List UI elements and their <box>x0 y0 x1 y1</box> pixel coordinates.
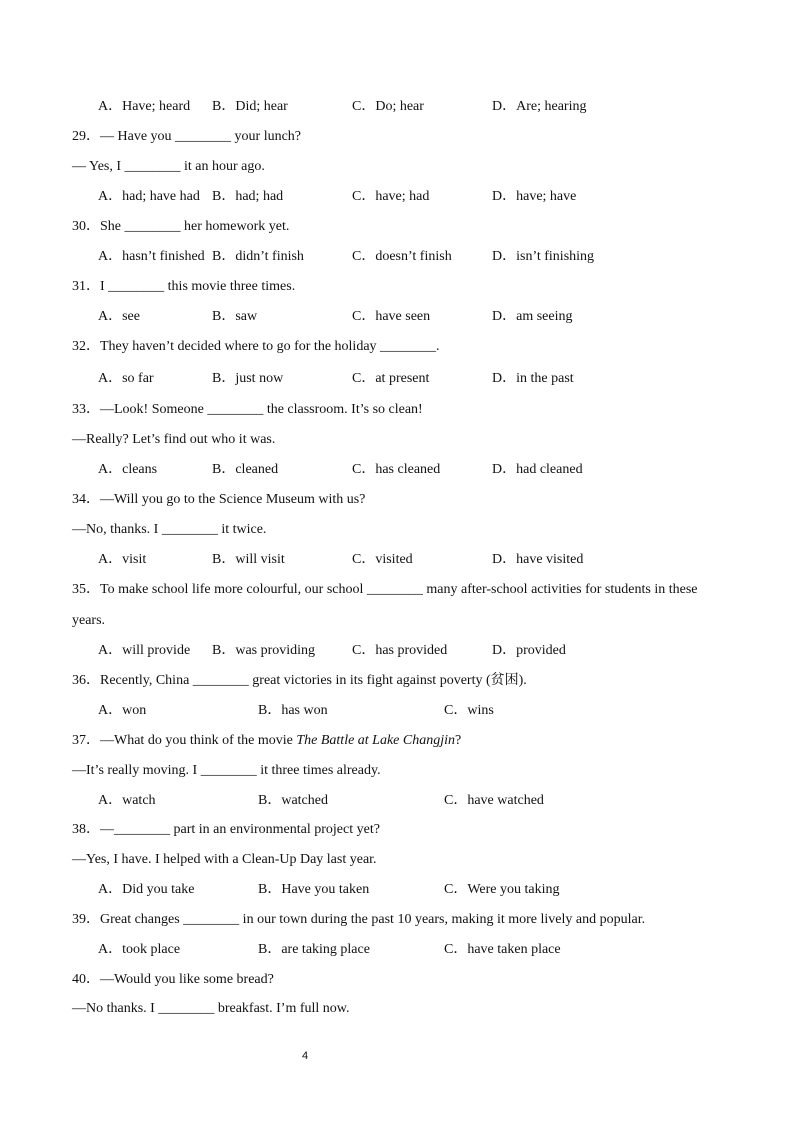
q34-option-d[interactable]: D．have visited <box>492 552 584 567</box>
q30-option-b[interactable]: B．didn’t finish <box>212 249 304 264</box>
q39-option-c[interactable]: C．have taken place <box>444 942 561 957</box>
q32-stem: 32．They haven’t decided where to go for the holiday ________. <box>72 339 440 354</box>
q40-reply: —No thanks. I ________ breakfast. I’m full now. <box>72 1001 350 1016</box>
q33-option-d[interactable]: D．had cleaned <box>492 462 583 477</box>
q32-option-a[interactable]: A．so far <box>98 371 154 386</box>
q32-option-b[interactable]: B．just now <box>212 371 284 386</box>
q38-option-a[interactable]: A．Did you take <box>98 882 195 897</box>
q32-option-c[interactable]: C．at present <box>352 371 430 386</box>
q35-stem: 35．To make school life more colourful, our school ________ many after-school activities for students in these <box>72 582 698 597</box>
q30-option-c[interactable]: C．doesn’t finish <box>352 249 452 264</box>
q34-option-c[interactable]: C．visited <box>352 552 413 567</box>
q36-option-c[interactable]: C．wins <box>444 703 494 718</box>
q29-reply: — Yes, I ________ it an hour ago. <box>72 159 265 174</box>
q34-option-b[interactable]: B．will visit <box>212 552 285 567</box>
q37-reply: —It’s really moving. I ________ it three times already. <box>72 763 381 778</box>
q38-reply: —Yes, I have. I helped with a Clean-Up Day last year. <box>72 852 377 867</box>
q36-stem: 36．Recently, China ________ great victories in its fight against poverty (贫困). <box>72 673 527 688</box>
q30-option-d[interactable]: D．isn’t finishing <box>492 249 595 264</box>
q28-option-a[interactable]: A．Have; heard <box>98 99 191 114</box>
q36-option-b[interactable]: B．has won <box>258 703 328 718</box>
q35-option-a[interactable]: A．will provide <box>98 643 191 658</box>
q37-stem-end: ? <box>455 733 462 748</box>
q37-option-b[interactable]: B．watched <box>258 793 328 808</box>
q29-option-b[interactable]: B．had; had <box>212 189 284 204</box>
q40-stem: 40．—Would you like some bread? <box>72 972 274 987</box>
q39-option-a[interactable]: A．took place <box>98 942 181 957</box>
q28-option-c[interactable]: C．Do; hear <box>352 99 424 114</box>
q33-option-a[interactable]: A．cleans <box>98 462 158 477</box>
q34-option-a[interactable]: A．visit <box>98 552 147 567</box>
q36-option-a[interactable]: A．won <box>98 703 147 718</box>
q37-movie-title: The Battle at Lake Changjin <box>296 733 456 748</box>
q33-reply: —Really? Let’s find out who it was. <box>72 432 276 447</box>
q39-stem: 39．Great changes ________ in our town during the past 10 years, making it more lively and popular. <box>72 912 646 927</box>
q33-option-b[interactable]: B．cleaned <box>212 462 279 477</box>
q31-option-a[interactable]: A．see <box>98 309 140 324</box>
q38-stem: 38．—________ part in an environmental project yet? <box>72 822 380 837</box>
q39-option-b[interactable]: B．are taking place <box>258 942 370 957</box>
q31-option-c[interactable]: C．have seen <box>352 309 431 324</box>
q34-stem: 34．—Will you go to the Science Museum with us? <box>72 492 366 507</box>
q37-option-a[interactable]: A．watch <box>98 793 156 808</box>
q31-stem: 31．I ________ this movie three times. <box>72 279 296 294</box>
q35-option-c[interactable]: C．has provided <box>352 643 448 658</box>
q29-option-c[interactable]: C．have; had <box>352 189 430 204</box>
q31-option-d[interactable]: D．am seeing <box>492 309 573 324</box>
q32-option-d[interactable]: D．in the past <box>492 371 574 386</box>
q35-option-d[interactable]: D．provided <box>492 643 566 658</box>
q37-option-c[interactable]: C．have watched <box>444 793 544 808</box>
page-number: 4 <box>302 1050 309 1062</box>
q35-stem-continued: years. <box>72 613 106 628</box>
q30-option-a[interactable]: A．hasn’t finished <box>98 249 205 264</box>
q37-stem-text: 37．—What do you think of the movie <box>72 733 297 748</box>
q35-option-b[interactable]: B．was providing <box>212 643 316 658</box>
q29-stem: 29．— Have you ________ your lunch? <box>72 129 302 144</box>
q28-option-d[interactable]: D．Are; hearing <box>492 99 587 114</box>
q38-option-c[interactable]: C．Were you taking <box>444 882 560 897</box>
q28-option-b[interactable]: B．Did; hear <box>212 99 288 114</box>
q29-option-d[interactable]: D．have; have <box>492 189 577 204</box>
q34-reply: —No, thanks. I ________ it twice. <box>72 522 267 537</box>
q38-option-b[interactable]: B．Have you taken <box>258 882 370 897</box>
q33-stem: 33．—Look! Someone ________ the classroom. It’s so clean! <box>72 402 423 417</box>
q31-option-b[interactable]: B．saw <box>212 309 258 324</box>
q30-stem: 30．She ________ her homework yet. <box>72 219 290 234</box>
q37-stem <box>72 732 461 750</box>
q29-option-a[interactable]: A．had; have had <box>98 189 200 204</box>
q33-option-c[interactable]: C．has cleaned <box>352 462 441 477</box>
